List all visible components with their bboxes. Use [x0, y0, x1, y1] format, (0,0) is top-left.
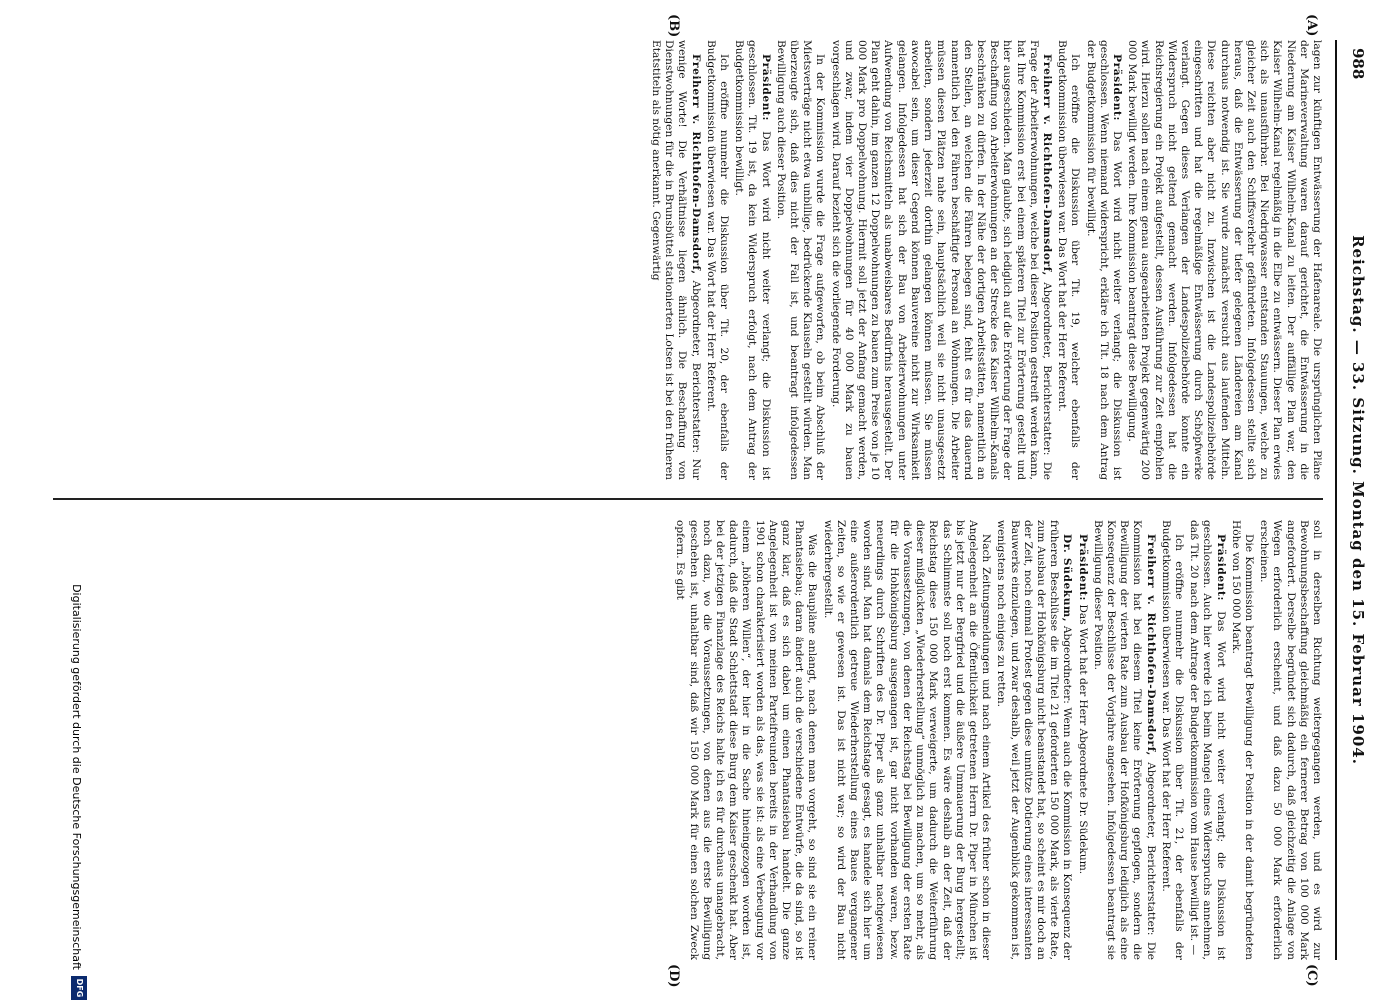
paragraph: Was die Baupläne anlangt, nach denen man vorgeht, so sind sie ein reiner Phantasiebau; daran ändert auch die verschiedene Entwürfe, die da sind, so ist ganz klar, daß es sich dabei um einen Phantasiebau handelt. Die ganze Angelegenheit ist von meinen Parteifreunden bereits in der Verhandlung von 1901 schon charakterisiert worden als das, was sie ist: als eine Verbeugung vor einem „höheren Willen“, der hier in die Sache hineingezogen worden ist, dadurch, daß die Stadt Schlettstadt diese Burg dem Kaiser geschenkt hat. Aber bei der jetzigen Finanzlage des Reichs halte ich es für durchaus unangebracht, noch dazu, wo die Voraussetzungen, von denen aus die erste Bewilligung geschehen ist, unhaltbar sind, daß wir 150 000 Mark für einen solchen Zweck opfern. Es gibt [674, 520, 819, 960]
margin-marker-c: (C) [1304, 964, 1319, 987]
paragraph: Ich eröffne die Diskussion über Tit. 19, welcher ebenfalls der Budgetkommission überwiesen war. Das Wort hat der Herr Referent. [1056, 40, 1082, 480]
paragraph [994, 520, 1073, 960]
speech-text: Abgeordneter, Berichterstatter: Nur wenige Worte! Die Verhältnisse liegen ähnlich. Die Beschaffung von Dienstwohnungen für die in Brunsbüttel stationierten Lotsen ist bei den früheren Etatstiteln als nötig anerkannt. Gegenwärtig [650, 40, 702, 480]
right-column [53, 520, 1323, 960]
margin-marker-b: (B) [666, 14, 681, 38]
left-column [53, 40, 1323, 480]
page-header [1335, 40, 1373, 960]
paragraph [828, 40, 1052, 480]
speech-text: Das Wort hat der Herr Abgeordnete Dr. Südekum. [1076, 601, 1089, 875]
speaker-name: Freiherr v. Richthofen-Damsdorf, [1144, 534, 1157, 756]
page-footer [57, 0, 97, 1000]
margin-marker-d: (D) [666, 964, 681, 988]
paragraph: lagen zur künftigen Entwässerung der Hafenareale. Die ursprünglichen Pläne der Marineverwaltung waren darauf gerichtet, die Entwässerung in die Niederung am Kaiser Wilhelm-Kanal zu leiten. Der auffällige Plan war, den Kaiser Wilhelm-Kanal regelmäßig in die Elbe zu entwässern. Dieser Plan erwies sich als unausführbar. Bei Niedrigwasser entstanden Stauungen, welche zu gleicher Zeit auch den Schiffsverkehr gefährdeten. Infolgedessen stellte sich heraus, daß die Entwässerung der tiefer gelegenen Ländereien am Kanal durchaus notwendig ist. Sie wurde zunächst versucht aus laufenden Mitteln. Diese reichten aber nicht zu. Inzwischen ist die Landespolizeibehörde eingeschritten und hat die regelmäßige Entwässerung durch Schöpfwerke verlangt. Gegen dieses Verlangen der Landespolizeibehörde konnte ein Widerspruch nicht geltend gemacht werden. Infolgedessen hat die Reichsregierung ein Projekt aufgestellt, dessen Ausführung zur Zeit empfohlen wird. Hierzu sollen nach einem genau ausgearbeiteten Projekt gegenwärtig 200 000 Mark bewilligt werden. Ihre Kommission beantragt diese Bewilligung. [1126, 40, 1323, 480]
paragraph [1075, 520, 1088, 960]
speaker-name: Präsident: [759, 54, 772, 122]
paragraph [1187, 520, 1227, 960]
paragraph: soll in derselben Richtung weitergegangen werden, und es wird zur Bewohnungsbeschaffung gleichmäßig ein fernerer Betrag von 100 000 Mark angefordert. Derselbe begründet sich dadurch, daß gleichzeitig die Anlage von Wegen erforderlich erscheint, und daß dazu 50 000 Mark erforderlich erscheinen. [1258, 520, 1323, 960]
speaker-name: Präsident: [1214, 534, 1227, 602]
speaker-name: Freiherr v. Richthofen-Damsdorf, [689, 54, 702, 275]
margin-marker-a: (A) [1304, 14, 1319, 37]
paragraph: Ich eröffne nunmehr die Diskussion über Tit. 21, der ebenfalls der Budgetkommission überwiesen war. Das Wort hat der Herr Referent. [1159, 520, 1185, 960]
paragraph: Die Kommission beantragt Bewilligung der Position in der damit begründeten Höhe von 150 000 Mark. [1229, 520, 1255, 960]
running-title: Reichstag. — 33. Sitzung. Montag den 15. Februar 1904. [1349, 235, 1367, 765]
speaker-name: Präsident: [1076, 534, 1089, 602]
speech-text: Abgeordneter: Wenn auch die Kommission in Konsequenz der früheren Beschlüsse die im Titel 21 geforderten 150 000 Mark, als vierte Rate, zum Ausbau der Hohkönigsburg nicht beanstandet hat, so scheint es mir doch an der Zeit, noch einmal Protest gegen diese unnütze Dotierung eines interessanten Bauwerks einzulegen, und zwar deshalb, weil jetzt der Augenblick gekommen ist, wenigstens noch einiges zu retten. [995, 520, 1074, 960]
page-number: 988 [1349, 48, 1367, 80]
paragraph: In der Kommission wurde die Frage aufgeworfen, ob beim Abschluß der Mietsverträge nicht etwa unbillige, bedrückende Klauseln gestellt würden. Man überzeugte sich, daß dies nicht der Fall ist, und beantragt infolgedessen Bewilligung auch dieser Position. [774, 40, 827, 480]
column-divider [53, 498, 1323, 500]
paragraph [1083, 40, 1123, 480]
speech-text: Das Wort wird nicht weiter verlangt; die Diskussion ist geschlossen. Tit. 19 ist, da kein Widerspruch erfolgt, nach dem Antrag der Budgetkommission bewilligt. [733, 40, 772, 480]
digitization-credit: Digitalisierung gefördert durch die Deutsche Forschungsgemeinschaft [70, 584, 83, 970]
speaker-name: Präsident: [1110, 54, 1123, 122]
speech-text: Abgeordneter, Berichterstatter: Die Frage der Arbeiterwohnungen, welche bei dieser Position gestreift werden kann, hat Ihre Kommission erst bei einem späteren Titel zur Erörterung gestellt und hier ausgeschieden. Man glaubte, sich lediglich auf die Erörterung der Frage der Beschaffung von Arbeiterwohnungen an der Strecke des Kaiser Wilhelm-Kanals beschränken zu dürfen. In der Nähe der dortigen Arbeitsstätten, namentlich an den Stellen, an welchen die Fähren belegen sind, fehlt es für das dauernd namentlich bei den Fähren beschäftigte Personal an Wohnungen. Die Arbeiter müssen diesen Plätzen nahe sein, hauptsächlich weil sie nicht unausgesetzt arbeiten, sondern jederzeit dorthin gelangen können müssen. Sie müssen awocabel sein, um dieser Gegend können Bauvereine nicht zur Wirksamkeit gelangen. Infolgedessen hat sich der Bau von Arbeiterwohnungen unter Aufwendung von Reichsmitteln als unabweisbares Bedürfnis herausgestellt. Der Plan geht dahin, im ganzen 12 Doppelwohnungen zu bauen zum Preise von je 10 000 Mark pro Doppelwohnung. Hiermit soll jetzt der Anfang gemacht werden, und zwar, indem vier Doppelwohnungen für 40 000 Mark zu bauen vorgeschlagen wird. Darauf bezieht sich die vorliegende Forderung. [829, 40, 1053, 480]
speech-text: Das Wort wird nicht weiter verlangt; die Diskussion ist geschlossen. Auch hier werde ich beim Mangel eines Widerspruchs annehmen, daß Tit. 20 nach dem Antrage der Budgetkommission vom Hause bewilligt ist. — [1188, 520, 1227, 960]
speech-text: Abgeordneter, Berichterstatter: Die Kommission hat bei diesem Titel keine Erörterung gepflogen, sondern die Bewilligung der vierten Rate zum Ausbau der Hofkönigsburg lediglich als eine Konsequenz der Beschlüsse der Vorjahre angesehen. Infolgedessen beantragt sie Bewilligung dieser Position. [1091, 520, 1157, 960]
paragraph [649, 40, 702, 480]
speaker-name: Dr. Südekum, [1061, 534, 1074, 623]
paragraph: Ich eröffne nunmehr die Diskussion über Tit. 20, der ebenfalls der Budgetkommission überwiesen war. Das Wort hat der Herr Referent. [704, 40, 731, 480]
dfg-logo-icon: DFG [71, 976, 87, 1000]
paragraph: Nach Zeitungsmeldungen und nach einem Artikel des früher schon in dieser Angelegenheit an die Öffentlichkeit getretenen Herrn Dr. Piper in München ist bis jetzt nur der Bergfried und die äußere Ummauerung der Burg hergestellt; das Schlimmste soll noch erst kommen. Es wäre deshalb an der Zeit, daß der Reichstag diese 150 000 Mark verweigerte, um dadurch die Weiterführung dieser mißglückten „Wiederherstellung“ unmöglich zu machen, um so mehr, als die Voraussetzungen, von denen der Reichstag bei Bewilligung der ersten Rate für die Hohkönigsburg ausgegangen ist, gar nicht vorhanden waren, bezw. neuerdings durch Schriften des Dr. Piper als ganz unhaltbar nachgewiesen worden sind. Man hat damals dem Reichstage gesagt, es handele sich hier um eine außerordentlich getreue Wiederherstellung eines Baues vergangener Zeiten, so wie er gewesen ist. Das ist nicht war; so wird der Bau nicht wiederhergestellt. [821, 520, 993, 960]
speaker-name: Freiherr v. Richthofen-Damsdorf, [1040, 54, 1053, 276]
paragraph [732, 40, 772, 480]
paragraph [1091, 520, 1157, 960]
speech-text: Das Wort wird nicht weiter verlangt; die Diskussion ist geschlossen. Wenn niemand widerspricht, erkläre ich Tit. 18 nach dem Antrag der Budgetkommission für bewilligt. [1084, 40, 1123, 480]
